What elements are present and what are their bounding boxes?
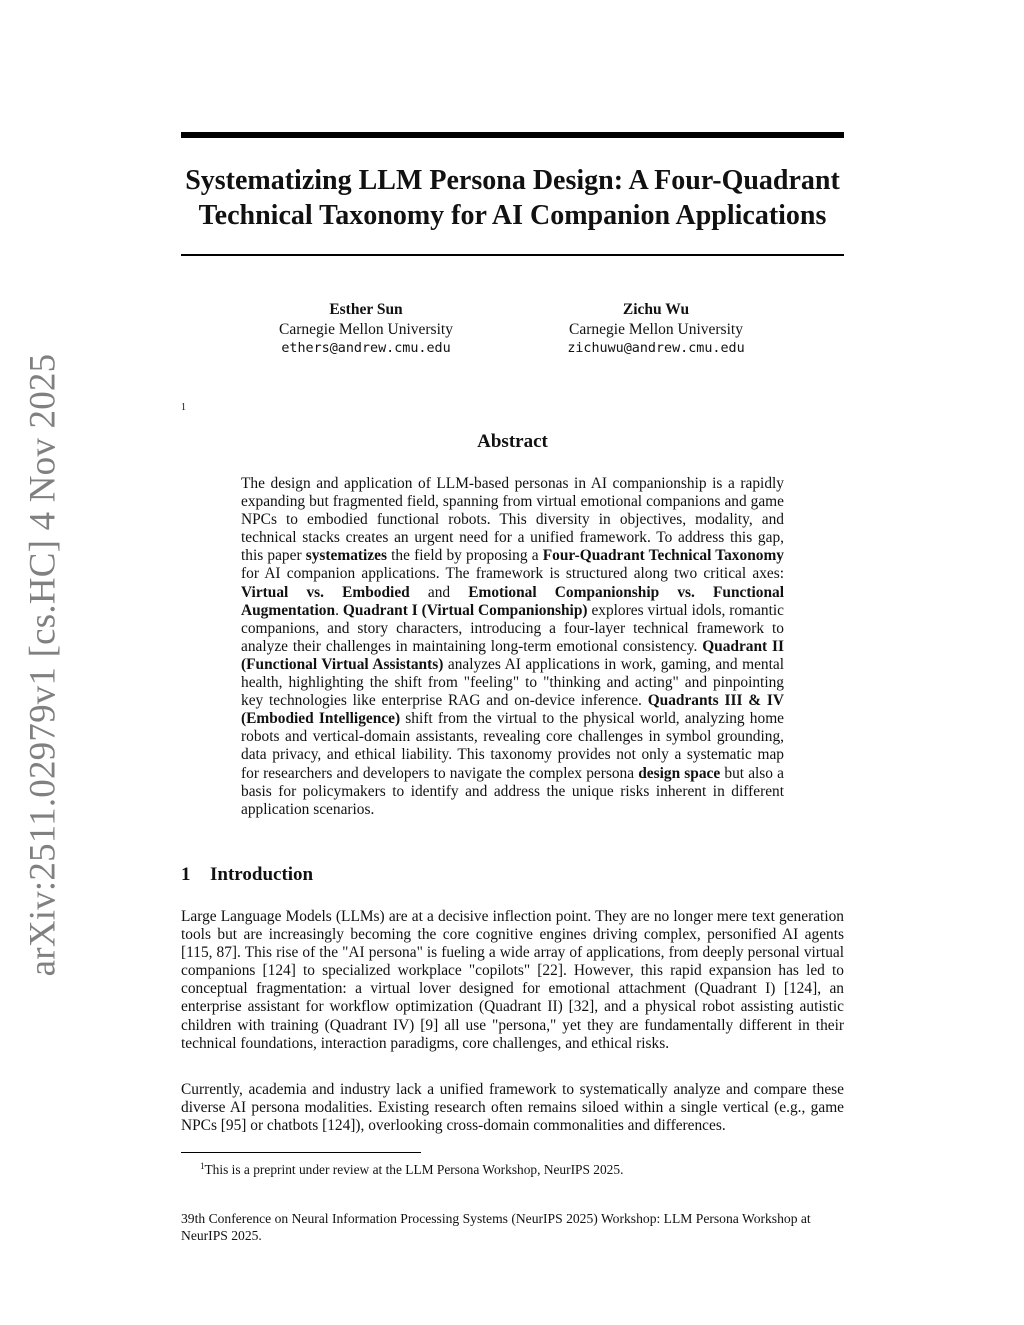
abstract-text: The design and application of LLM-based personas in AI companionship is a rapidly expanding but fragmented field, spanning from virtual emotional companions and game NPCs to embodied functional robots. This diversity in objectives, modality, and technical stacks creates an urgent need for a unified framework. To address this gap, this paper: [241, 475, 784, 565]
footnote-number: 1: [200, 1161, 205, 1171]
abstract-text: for AI companion applications. The framework is structured along two critical axes:: [241, 565, 784, 583]
footnote: [200, 1158, 623, 1178]
section-heading-introduction: [181, 864, 313, 886]
title-line-2: Technical Taxonomy for AI Companion Applications: [198, 200, 827, 231]
abstract-emphasis: Quadrant I (Virtual Companionship): [342, 601, 588, 619]
section-title: Introduction: [210, 864, 314, 885]
section-number: 1: [181, 864, 191, 885]
author-block-2: [526, 300, 786, 359]
intro-paragraph-2: Currently, academia and industry lack a unified framework to systematically analyze and compare these diverse AI persona modalities. Existing research often remains siloed within a single vertical (e.g., game NPCs [95] or chatbots [124]), overlooking cross-domain commonalities and differences.: [181, 1081, 844, 1135]
abstract-text: shift from the virtual to the physical world, analyzing home robots and vertical-domain assistants, revealing core challenges in symbol grounding, data privacy, and ethical liability. This taxonomy provides not only a systematic map for researchers and developers to navigate the complex persona: [241, 710, 785, 782]
venue-note: 39th Conference on Neural Information Processing Systems (NeurIPS 2025) Workshop: LLM Persona Workshop at NeurIPS 2025.: [181, 1211, 811, 1243]
title-line-1: Systematizing LLM Persona Design: A Four-Quadrant: [185, 165, 840, 196]
footnote-marker: 1: [181, 402, 186, 413]
footnote-text: This is a preprint under review at the LLM Persona Workshop, NeurIPS 2025.: [204, 1162, 624, 1177]
author-email[interactable]: ethers@andrew.cmu.edu: [281, 341, 451, 356]
abstract-text: analyzes AI applications in work, gaming, and mental health, highlighting the shift from "feeling" to "thinking and acting" and pinpointing key technologies like enterprise RAG and on-device inference.: [241, 655, 784, 710]
author-name: Esther Sun: [329, 301, 403, 318]
author-affiliation: Carnegie Mellon University: [279, 320, 453, 338]
abstract-emphasis: Emotional Companionship vs. Functional Augmentation: [241, 583, 784, 619]
abstract-emphasis: Virtual vs. Embodied: [241, 583, 410, 601]
abstract-heading: Abstract: [477, 431, 548, 452]
abstract-text: .: [335, 601, 343, 619]
title-top-rule: [181, 132, 844, 138]
abstract-text: and: [409, 583, 469, 601]
abstract-emphasis: design space: [638, 764, 721, 782]
author-affiliation: Carnegie Mellon University: [569, 320, 743, 338]
arxiv-identifier-stamp[interactable]: arXiv:2511.02979v1 [cs.HC] 4 Nov 2025: [22, 353, 64, 977]
author-block-1: [236, 300, 496, 359]
author-email[interactable]: zichuwu@andrew.cmu.edu: [567, 341, 745, 356]
footnote-rule: [181, 1152, 421, 1153]
abstract-body: [241, 475, 784, 819]
abstract-emphasis: systematizes: [305, 547, 387, 565]
intro-paragraph-1: Large Language Models (LLMs) are at a decisive inflection point. They are no longer mere text generation tools but are increasingly becoming the core cognitive engines driving complex, personified AI agents [115, 87]. This rise of the "AI persona" is fueling a wide array of applications, from deeply personal virtual companions [124] to specialized workplace "copilots" [22]. However, this rapid expansion has led to conceptual fragmentation: a virtual lover designed for emotional attachment (Quadrant I) [124], an enterprise assistant for workflow optimization (Quadrant II) [32], and a physical robot assisting autistic children with training (Quadrant IV) [9] all use "persona," yet they are fundamentally different in their technical foundations, interaction paradigms, core challenges, and ethical risks.: [181, 908, 844, 1052]
title-bottom-rule: [181, 254, 844, 256]
author-name: Zichu Wu: [622, 301, 690, 318]
abstract-text: the field by proposing a: [386, 547, 543, 565]
paper-title: [181, 163, 844, 233]
abstract-emphasis: Quadrant II (Functional Virtual Assistants): [241, 637, 784, 673]
abstract-emphasis: Four-Quadrant Technical Taxonomy: [542, 547, 784, 565]
abstract-text: but also a basis for policymakers to identify and address the unique risks inherent in different application scenarios.: [241, 764, 784, 818]
abstract-emphasis: Quadrants III & IV (Embodied Intelligence): [241, 692, 784, 728]
abstract-text: explores virtual idols, romantic companions, and story characters, introducing a four-layer technical framework to analyze their challenges in maintaining long-term emotional consistency.: [241, 601, 784, 655]
